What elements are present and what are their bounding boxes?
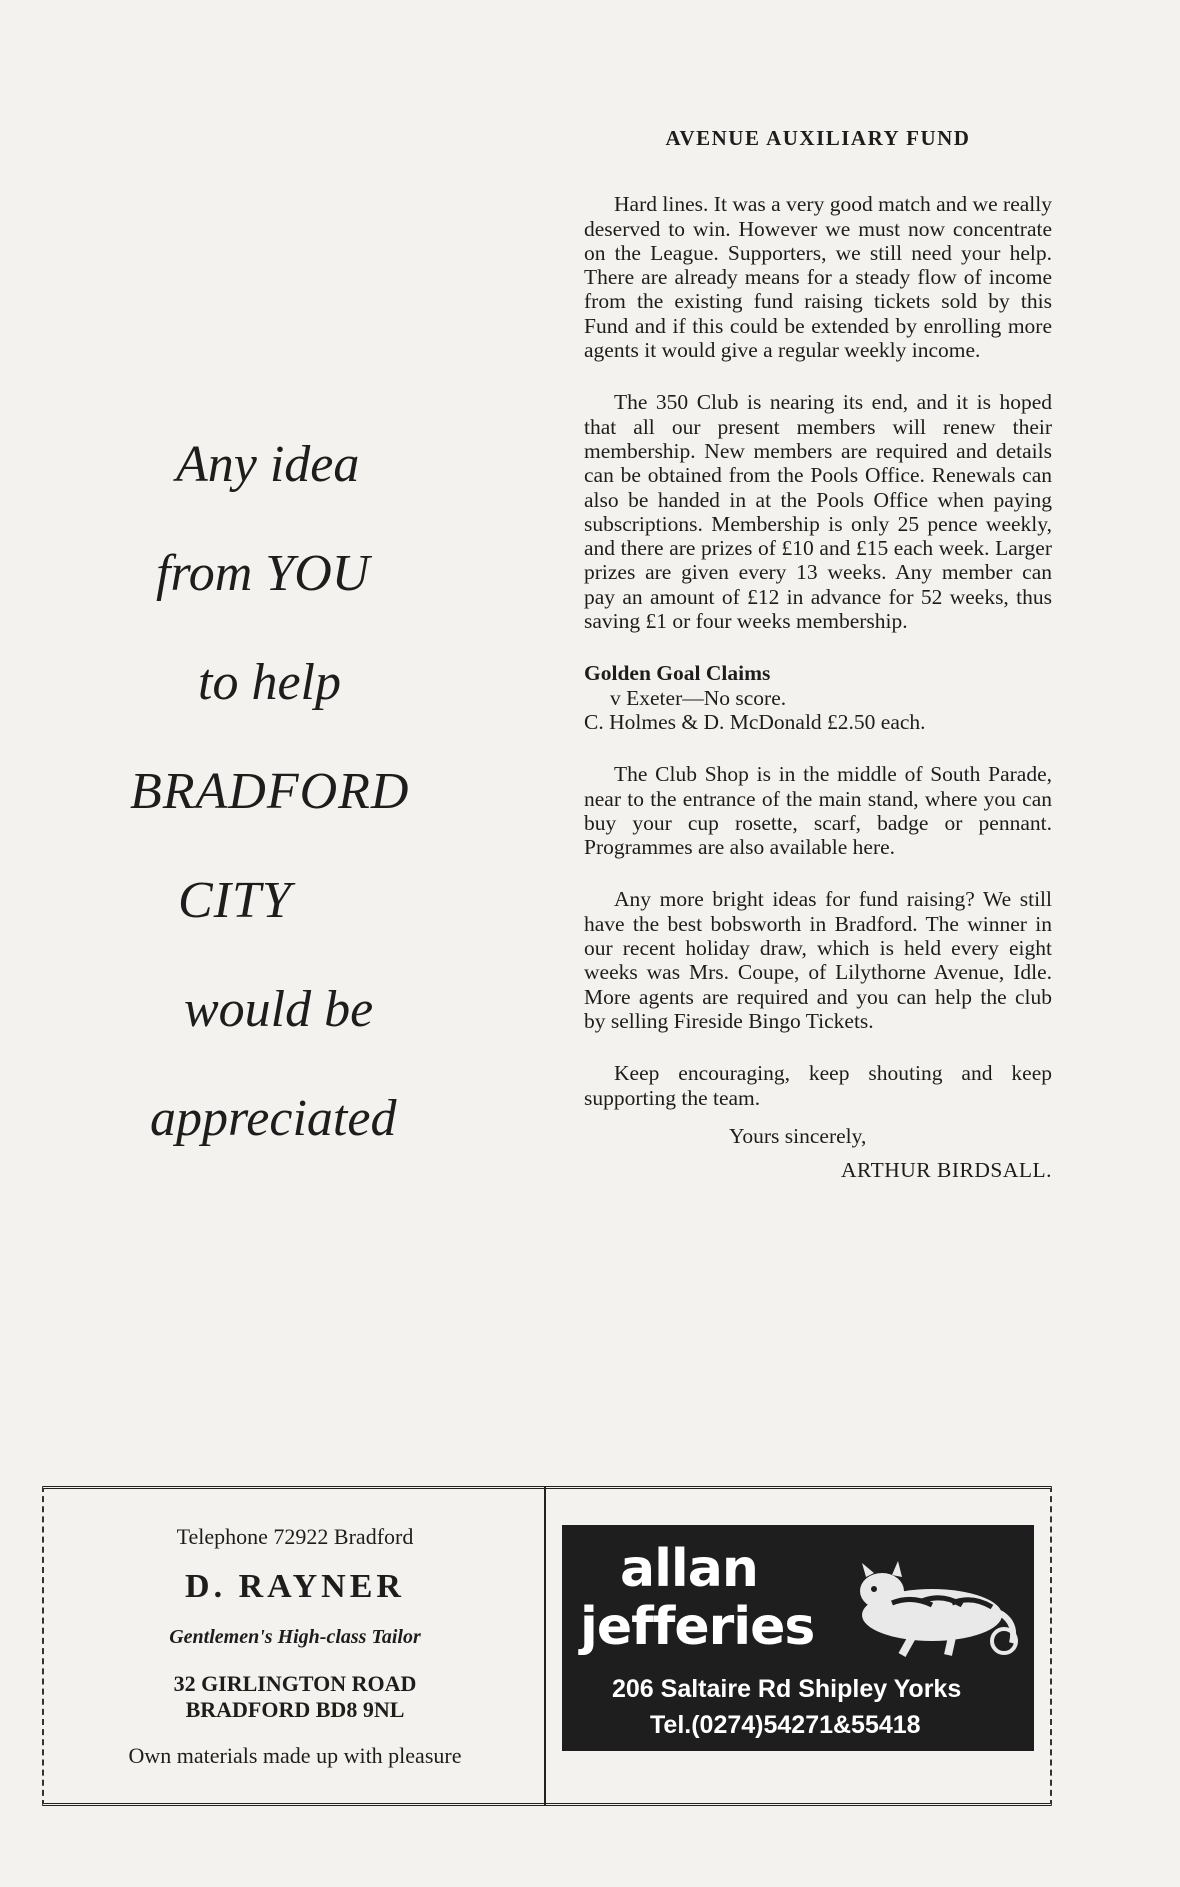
article-column <box>584 126 1052 1182</box>
advert-divider <box>544 1486 546 1806</box>
signature: ARTHUR BIRDSALL. <box>841 1158 1052 1183</box>
jefferies-address: 206 Saltaire Rd Shipley Yorks <box>612 1675 962 1703</box>
tailor-description: Gentlemen's High-class Tailor <box>169 1626 421 1648</box>
claims-line: C. Holmes & D. McDonald £2.50 each. <box>584 709 926 734</box>
golden-goal-claims <box>584 661 1052 734</box>
slogan-line: would be <box>184 981 374 1038</box>
article-paragraph: The Club Shop is in the middle of South Parade, near to the entrance of the main stand, where you can buy your cup rosette, scarf, badge or pennant. Programmes are also available here. <box>584 762 1052 860</box>
closing: Yours sincerely, <box>729 1123 867 1148</box>
article-paragraph: Hard lines. It was a very good match and we really deserved to win. However we must now concentrate on the League. Supporters, we still need your help. There are already means for a steady flow of income from the existing fund raising tickets sold by this Fund and if this could be extended by enrolling more agents it would give a regular weekly income. <box>584 192 1052 363</box>
tailor-address <box>60 1671 530 1723</box>
claims-title: Golden Goal Claims <box>584 661 771 686</box>
slogan-line: BRADFORD <box>130 763 410 820</box>
jefferies-brand-line: jefferies <box>580 1597 815 1657</box>
article-paragraph: Any more bright ideas for fund raising? We still have the best bobsworth in Bradford. The winner in our recent holiday draw, which is held every eight weeks was Mrs. Coupe, of Lilythorne Avenue, Idle. More agents are required and you can help the club by selling Fireside Bingo Tickets. <box>584 887 1052 1033</box>
jefferies-brand-line: allan <box>620 1539 758 1599</box>
slogan-line: CITY <box>178 872 292 929</box>
slogan-line: appreciated <box>150 1090 397 1147</box>
tailor-address-line: 32 GIRLINGTON ROAD <box>173 1671 417 1696</box>
tailor-address-line: BRADFORD BD8 9NL <box>185 1697 405 1722</box>
tailor-name: D. RAYNER <box>185 1568 405 1605</box>
slogan <box>120 410 560 1173</box>
slogan-line: Any idea <box>176 436 360 493</box>
article-paragraph: Keep encouraging, keep shouting and keep supporting the team. <box>584 1061 1052 1110</box>
tailor-advert <box>60 1510 530 1769</box>
slogan-line: to help <box>198 654 341 711</box>
article-paragraph: The 350 Club is nearing its end, and it is hoped that all our present members will renew their membership. New members are required and details can be obtained from the Pools Office. Renewals can also be handed in at the Pools Office when paying subscriptions. Membership is only 25 pence weekly, and there are prizes of £10 and £15 each week. Larger prizes are given every 13 weeks. Any member can pay an amount of £12 in advance for 52 weeks, thus saving £1 or four weeks membership. <box>584 390 1052 634</box>
claims-line: v Exeter—No score. <box>610 685 787 710</box>
tailor-footer: Own materials made up with pleasure <box>128 1743 462 1768</box>
jefferies-telephone: Tel.(0274)54271&55418 <box>650 1711 921 1739</box>
jefferies-advert <box>562 1525 1034 1751</box>
tiger-icon <box>852 1543 1022 1663</box>
article-heading: AVENUE AUXILIARY FUND <box>665 126 971 150</box>
slogan-line: from YOU <box>156 545 370 602</box>
tailor-telephone: Telephone 72922 Bradford <box>176 1524 414 1549</box>
